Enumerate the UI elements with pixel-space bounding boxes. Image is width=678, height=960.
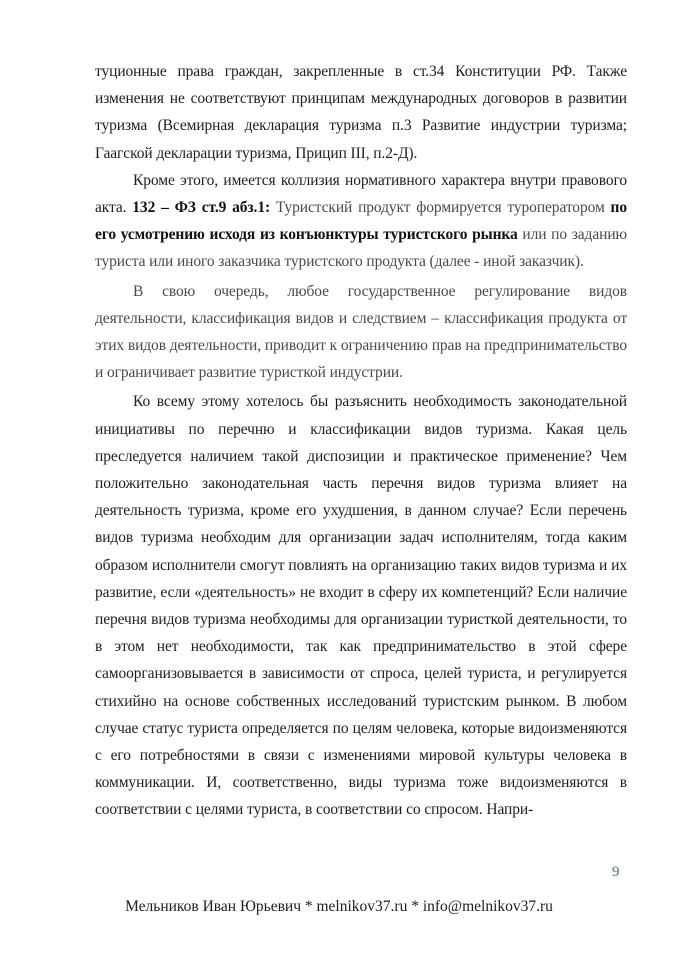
document-body [95, 58, 627, 824]
emphasized-clause: по его усмотрению исходя из конъюнктуры туристского рынка [95, 199, 628, 244]
paragraph-2-intro: Кроме этого, имеется коллизия нормативного характера внутри правового акта. [95, 171, 627, 217]
law-reference: 132 – ФЗ ст.9 абз.1: [132, 199, 271, 217]
paragraph-4: Ко всему этому хотелось бы разъяснить необходимость законодательной инициативы по перечню и классификации видов туризма. Какая цель преследуется наличием такой диспозиции и практическое применение? Чем положительно законодательная часть перечня видов туризма влияет на деятельность туризма, кроме его ухудшения, в данном случае? Если перечень видов туризма необходим для организации задач исполнителям, тогда каким образом исполнители смогут повлиять на организацию таких видов туризма и их развитие, если «деятельность» не входит в сферу их компетенций? Если наличие перечня видов туризма необходимы для организации туристкой деятельности, то в этом нет необходимости, так как предпринимательство в этой сфере самоорганизовывается в зависимости от спроса, целей туриста, и регулируется стихийно на основе собственных исследований туристским рынком. В любом случае статус туриста определяется по целям человека, которые видоизменяются с его потребностями в связи с изменениями мировой культуры человека в коммуникации. И, соответственно, виды туризма тоже видоизменяются в соответствии с целями туриста, в соответствии со спросом. Напри- [95, 393, 627, 819]
paragraph-1: туционные права граждан, закрепленные в ст.34 Конституции РФ. Также изменения не соответствуют принципам международных договоров в развитии туризма (Всемирная декларация туризма п.3 Развитие индустрии туризма; Гаагской декларации туризма, Прицип III, п.2-Д). [95, 63, 627, 162]
paragraph-2-quote-end: или по заданию туриста или иного заказчика туристского продукта (далее - иной заказчик). [95, 226, 627, 271]
paragraph-3: В свою очередь, любое государственное регулирование видов деятельности, классификация видов и следствием – классификация продукта от этих видов деятельности, приводит к ограничению прав на предпринимательство и ограничивает развитие туристкой индустрии. [95, 282, 627, 382]
footer-author-contacts: Мельников Иван Юрьевич * melnikov37.ru * info@melnikov37.ru [125, 898, 553, 915]
paragraph-2 [95, 167, 627, 276]
page-number: 9 [612, 864, 620, 880]
paragraph-2-quote-start: Туристский продукт формируется туроператором [270, 199, 611, 217]
